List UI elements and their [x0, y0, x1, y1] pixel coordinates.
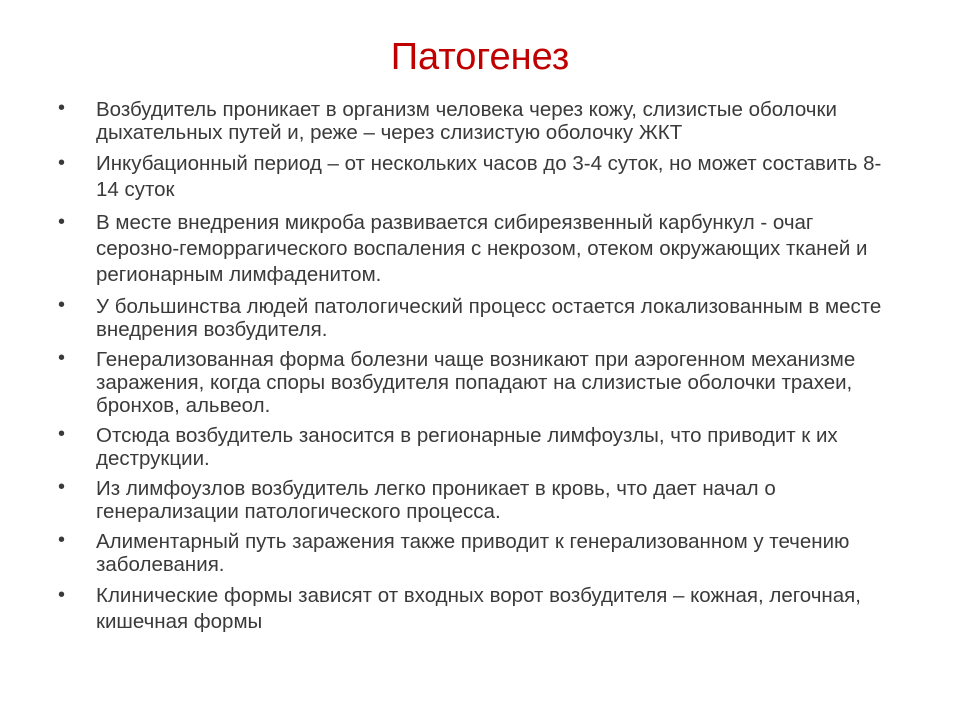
- bullet-text: Инкубационный период – от нескольких часов до 3-4 суток, но может составить 8-14 суток: [96, 152, 882, 201]
- bullet-icon: •: [58, 423, 66, 445]
- bullet-item: [56, 583, 901, 635]
- bullet-item: [56, 424, 901, 470]
- bullet-icon: •: [58, 97, 66, 119]
- bullet-icon: •: [58, 584, 66, 606]
- bullet-text: Генерализованная форма болезни чаще возникают при аэрогенном механизме заражения, когда споры возбудителя попадают на слизистые оболочки трахеи, бронхов, альвеол.: [96, 348, 856, 417]
- bullet-text: Отсюда возбудитель заносится в регионарные лимфоузлы, что приводит к их деструкции.: [96, 424, 838, 470]
- slide-title: Патогенез: [390, 36, 570, 78]
- bullet-text: Клинические формы зависят от входных ворот возбудителя – кожная, легочная, кишечная формы: [96, 584, 861, 633]
- bullet-text: В месте внедрения микроба развивается сибиреязвенный карбункул - очаг серозно-геморрагического воспаления с некрозом, отеком окружающих тканей и регионарным лимфаденитом.: [96, 211, 868, 286]
- bullet-item: [56, 98, 901, 144]
- bullet-list: [56, 98, 901, 642]
- bullet-item: [56, 295, 901, 341]
- bullet-icon: •: [58, 152, 66, 174]
- bullet-item: [56, 530, 901, 576]
- bullet-icon: •: [58, 529, 66, 551]
- bullet-text: Алиментарный путь заражения также приводит к генерализованном у течению заболевания.: [96, 530, 850, 576]
- bullet-icon: •: [58, 211, 66, 233]
- bullet-item: [56, 151, 901, 203]
- bullet-icon: •: [58, 294, 66, 316]
- bullet-icon: •: [58, 476, 66, 498]
- bullet-text: Возбудитель проникает в организм человека через кожу, слизистые оболочки дыхательных путей и, реже – через слизистую оболочку ЖКТ: [96, 98, 837, 144]
- bullet-text: У большинства людей патологический процесс остается локализованным в месте внедрения возбудителя.: [96, 295, 882, 341]
- bullet-icon: •: [58, 347, 66, 369]
- bullet-item: [56, 210, 901, 288]
- bullet-item: [56, 477, 901, 523]
- bullet-text: Из лимфоузлов возбудитель легко проникает в кровь, что дает начал о генерализации патологического процесса.: [96, 477, 776, 523]
- bullet-item: [56, 348, 901, 417]
